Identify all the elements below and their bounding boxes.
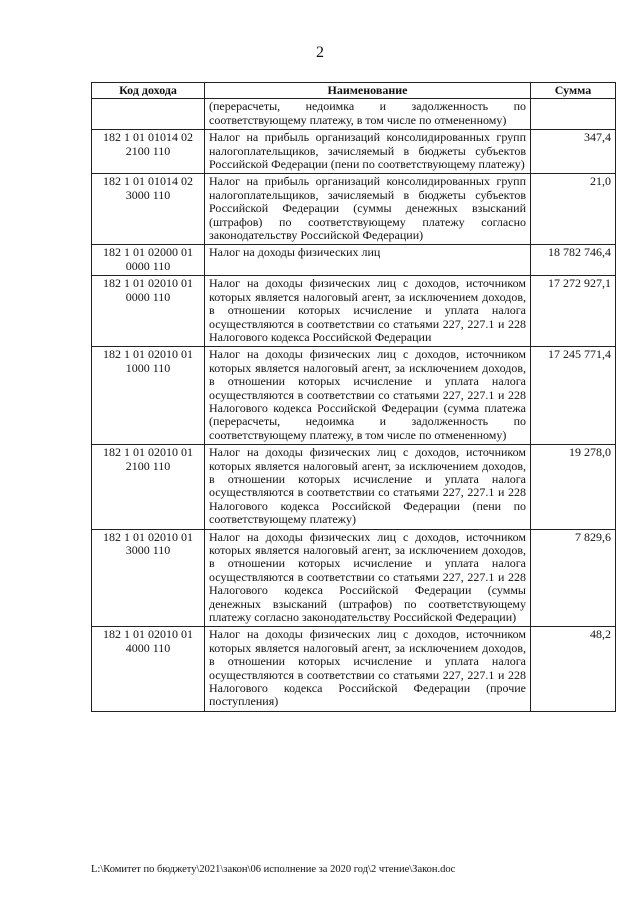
table-row <box>92 130 616 174</box>
table-row <box>92 445 616 529</box>
column-header-code: Код дохода <box>92 83 205 99</box>
income-code-cell: 182 1 01 01014 02 3000 110 <box>92 174 205 245</box>
income-name-cell: Налог на прибыль организаций консолидированных групп налогоплательщиков, зачисляемый в бюджеты субъектов Российской Федерации (суммы денежных взысканий (штрафов) по соответствующему платежу согласно законодательству Российской Федерации) <box>205 174 531 245</box>
table-row <box>92 529 616 627</box>
income-code-cell: 182 1 01 01014 02 2100 110 <box>92 130 205 174</box>
income-name-cell: Налог на доходы физических лиц с доходов, источником которых является налоговый агент, за исключением доходов, в отношении которых исчисление и уплата налога осуществляются в соответствии со статьями 227, 227.1 и 228 Налогового кодекса Российской Федерации (прочие поступления) <box>205 627 531 711</box>
income-code-cell: 182 1 01 02010 01 1000 110 <box>92 347 205 445</box>
table-row <box>92 174 616 245</box>
column-header-name: Наименование <box>205 83 531 99</box>
income-sum-cell: 21,0 <box>531 174 616 245</box>
table-row <box>92 99 616 130</box>
income-name-cell: Налог на доходы физических лиц с доходов, источником которых является налоговый агент, за исключением доходов, в отношении которых исчисление и уплата налога осуществляются в соответствии со статьями 227, 227.1 и 228 Налогового кодекса Российской Федерации (сумма платежа (перерасчеты, недоимка и задолженность по соответствующему платежу, в том числе по отмененному) <box>205 347 531 445</box>
income-code-cell <box>92 99 205 130</box>
income-sum-cell: 17 272 927,1 <box>531 276 616 347</box>
income-code-cell: 182 1 01 02010 01 3000 110 <box>92 529 205 627</box>
income-name-cell: Налог на доходы физических лиц <box>205 245 531 276</box>
income-name-cell: (перерасчеты, недоимка и задолженность по соответствующему платежу, в том числе по отмененному) <box>205 99 531 130</box>
page-number: 2 <box>316 44 324 61</box>
income-code-cell: 182 1 01 02000 01 0000 110 <box>92 245 205 276</box>
income-sum-cell: 17 245 771,4 <box>531 347 616 445</box>
income-code-cell: 182 1 01 02010 01 4000 110 <box>92 627 205 711</box>
income-sum-cell: 7 829,6 <box>531 529 616 627</box>
income-name-cell: Налог на доходы физических лиц с доходов, источником которых является налоговый агент, за исключением доходов, в отношении которых исчисление и уплата налога осуществляются в соответствии со статьями 227, 227.1 и 228 Налогового кодекса Российской Федерации (пени по соответствующему платежу) <box>205 445 531 529</box>
table-header-row <box>92 83 616 99</box>
income-code-cell: 182 1 01 02010 01 2100 110 <box>92 445 205 529</box>
income-name-cell: Налог на прибыль организаций консолидированных групп налогоплательщиков, зачисляемый в бюджеты субъектов Российской Федерации (пени по соответствующему платежу) <box>205 130 531 174</box>
income-sum-cell: 18 782 746,4 <box>531 245 616 276</box>
income-sum-cell: 347,4 <box>531 130 616 174</box>
table-row <box>92 276 616 347</box>
table-row <box>92 245 616 276</box>
income-name-cell: Налог на доходы физических лиц с доходов, источником которых является налоговый агент, за исключением доходов, в отношении которых исчисление и уплата налога осуществляются в соответствии со статьями 227, 227.1 и 228 Налогового кодекса Российской Федерации (суммы денежных взысканий (штрафов) по соответствующему платежу согласно законодательству Российской Федерации) <box>205 529 531 627</box>
income-sum-cell: 19 278,0 <box>531 445 616 529</box>
column-header-sum: Сумма <box>531 83 616 99</box>
income-sum-cell <box>531 99 616 130</box>
table-row <box>92 347 616 445</box>
document-file-path: L:\Комитет по бюджету\2021\закон\06 исполнение за 2020 год\2 чтение\Закон.doc <box>91 864 456 875</box>
income-code-cell: 182 1 01 02010 01 0000 110 <box>92 276 205 347</box>
income-sum-cell: 48,2 <box>531 627 616 711</box>
income-name-cell: Налог на доходы физических лиц с доходов, источником которых является налоговый агент, за исключением доходов, в отношении которых исчисление и уплата налога осуществляются в соответствии со статьями 227, 227.1 и 228 Налогового кодекса Российской Федерации <box>205 276 531 347</box>
table-row <box>92 627 616 711</box>
revenue-table <box>91 82 616 712</box>
